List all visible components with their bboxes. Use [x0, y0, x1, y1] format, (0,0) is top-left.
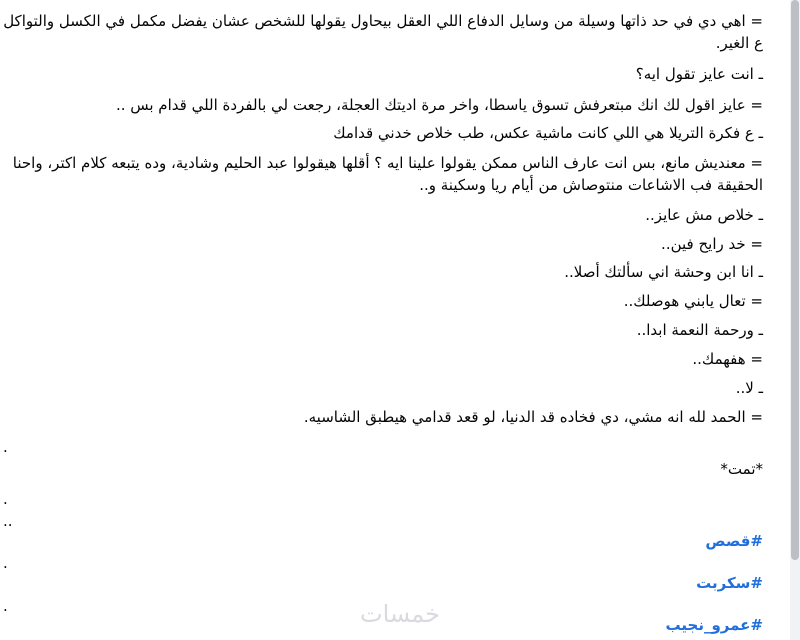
- post-line: ـ ع فكرة التريلا هي اللي كانت ماشية عكس، طب خلاص خدني قدامك: [333, 124, 763, 142]
- post-line: = عايز اقول لك انك مبتعرفش تسوق ياسطا، واخر مرة اديتك العجلة، رجعت لي بالفردة اللي قدام بس ..: [115, 96, 763, 114]
- post-line: ـ خلاص مش عايز..: [645, 206, 763, 224]
- post-line-end: *تمت*: [720, 460, 763, 478]
- post-line: = تعال يابني هوصلك..: [623, 292, 763, 310]
- post-line: = معنديش مانع، بس انت عارف الناس ممكن يقولوا علينا ايه ؟ أقلها هيقولوا عبد الحليم وشادية، وده يتبعه كلام اكتر، واحنا الحقيقة فب الاشاعات منتوصاش من أيام ريا وسكينة و..: [12, 154, 763, 194]
- scrollbar-track[interactable]: [790, 0, 800, 640]
- post-line: = الحمد لله انه مشي، دي فخاده قد الدنيا، لو قعد قدامي هيطبق الشاسيه.: [303, 408, 763, 426]
- post-line: ـ انت عايز تقول ايه؟: [635, 65, 763, 83]
- scrollbar-thumb[interactable]: [791, 0, 799, 560]
- post-line: = اهي دي في حد ذاتها وسيلة من وسايل الدفاع اللي العقل بيحاول يقولها للشخص عشان يفضل مكمل في الكسل والتواكل ع الغير.: [3, 12, 763, 52]
- post-line-dot: .: [3, 597, 8, 615]
- post-line-dot: .: [3, 490, 8, 508]
- hashtag-link[interactable]: #عمرو_نجيب: [665, 616, 763, 634]
- watermark-logo: خمسات: [359, 600, 441, 628]
- hashtag-link[interactable]: #سكربت: [696, 574, 763, 592]
- post-line: = هفهمك..: [692, 350, 763, 368]
- post-line: = خد رايح فين..: [661, 235, 763, 253]
- post-line: ـ ورحمة النعمة ابدا..: [636, 321, 763, 339]
- post-line-dot: .: [3, 438, 8, 456]
- hashtag-link[interactable]: #قصص: [705, 532, 763, 550]
- post-line: ـ انا ابن وحشة اني سألتك أصلا..: [564, 263, 763, 281]
- post-line-dot: ..: [3, 512, 13, 530]
- post-line: ـ لا..: [735, 379, 763, 397]
- post-line-dot: .: [3, 554, 8, 572]
